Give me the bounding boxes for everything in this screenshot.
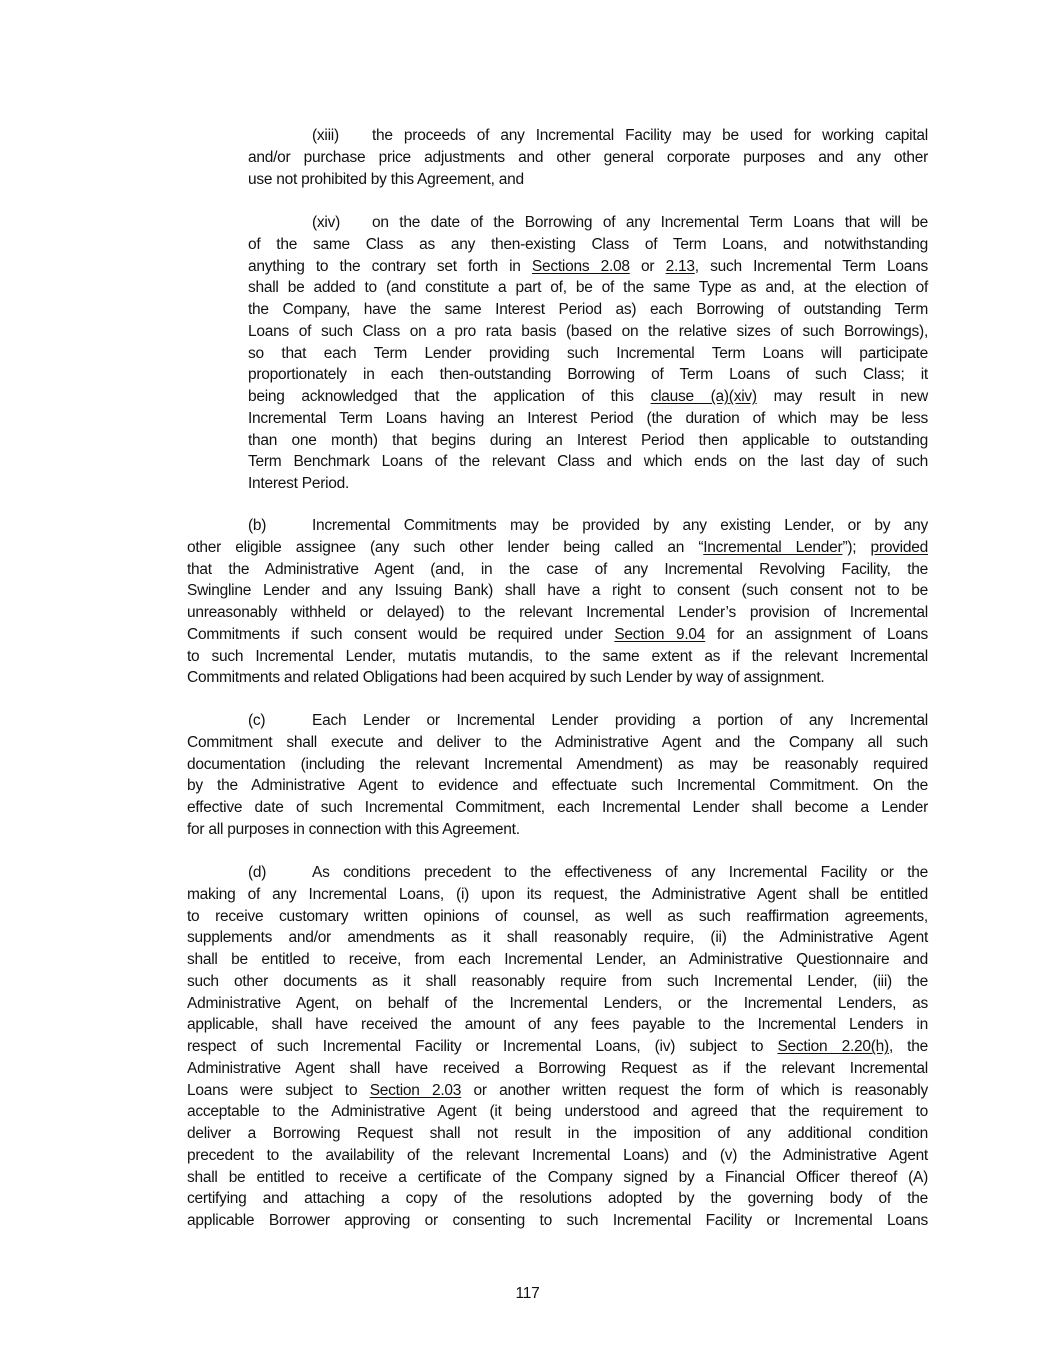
text-line [187,559,928,581]
text-run: documentation (including the relevant Incremental Amendment) as may be reasonably required [187,755,928,773]
text-line [248,473,928,495]
text-run: proportionately in each then-outstanding Borrowing of Term Loans of such Class; it [248,366,928,384]
text-line [248,408,928,430]
text-run: anything to the contrary set forth in [248,257,532,275]
text-run: for all purposes in connection with this Agreement. [187,820,520,838]
text-line [187,1145,928,1167]
text-line [248,147,928,169]
cross-reference: Section 2.03 [369,1081,462,1099]
paragraph [187,710,928,841]
text-run: As conditions precedent to the effectiveness of any Incremental Facility or the [312,864,928,881]
text-run: Loans were subject to [187,1081,370,1099]
text-line [187,1210,928,1232]
text-line [187,1080,928,1102]
text-run: other eligible assignee (any such other lender being called an “ [187,538,704,556]
text-line [187,602,928,624]
text-run: and/or purchase price adjustments and other general corporate purposes and any other [248,148,928,166]
paragraph-label: (xiv) [312,214,341,231]
cross-reference: clause (a)(xiv) [650,388,757,405]
paragraph-label: (d) [248,864,267,881]
text-run: precedent to the availability of the relevant Incremental Loans) and (v) the Administrative Agent [187,1146,928,1164]
text-run: Swingline Lender and any Issuing Bank) shall have a right to consent (such consent not to be [187,582,928,600]
text-run: unreasonably withheld or delayed) to the relevant Incremental Lender’s provision of Incremental [187,604,928,621]
text-run: or [629,257,666,275]
paragraph [248,125,928,190]
text-run: respect of such Incremental Facility or Incremental Loans, (iv) subject to [187,1038,778,1055]
paragraph-label: (c) [248,712,266,729]
text-run: the Company, have the same Interest Period as) each Borrowing of outstanding Term [248,301,928,318]
text-line [187,1101,928,1123]
text-line [248,169,928,191]
paragraph-label: (xiii) [312,127,339,144]
text-line [187,1188,928,1210]
text-line [248,364,928,386]
text-run: supplements and/or amendments as it shall reasonably require, (ii) the Administrative Agent [187,929,928,947]
text-run: effective date of such Incremental Commitment, each Incremental Lender shall become a Lender [187,799,928,816]
cross-reference: provided [870,538,928,556]
text-line [187,515,928,537]
text-line [187,580,928,602]
text-line [187,537,928,559]
text-line [248,299,928,321]
text-run: Commitment shall execute and deliver to the Administrative Agent and the Company all such [187,733,928,751]
cross-reference: Section 2.20(h) [777,1038,889,1055]
text-run: certifying and attaching a copy of the resolutions adopted by the governing body of the [187,1190,928,1208]
text-line [248,256,928,278]
text-line [187,797,928,819]
text-run: the proceeds of any Incremental Facility may be used for working capital [372,127,928,144]
text-run: acceptable to the Administrative Agent (it being understood and agreed that the requirement to [187,1103,928,1121]
text-line [187,1058,928,1080]
text-line [187,667,928,689]
text-run: making of any Incremental Loans, (i) upon its request, the Administrative Agent shall be entitled [187,885,928,903]
text-line [248,277,928,299]
text-line [187,710,928,732]
text-line [187,646,928,668]
text-run: shall be entitled to receive a certificate of the Company signed by a Financial Officer thereof (A) [187,1168,928,1186]
text-line [187,775,928,797]
page-number: 117 [515,1285,540,1302]
text-line [187,1014,928,1036]
text-run: shall be added to (and constitute a part of, be of the same Type as and, at the election of [248,279,928,297]
cross-reference: Sections 2.08 [531,257,630,275]
text-run: Each Lender or Incremental Lender providing a portion of any Incremental [312,712,928,729]
text-run: to receive customary written opinions of counsel, as well as such reaffirmation agreements, [187,907,928,925]
cross-reference: Incremental Lender [703,538,843,556]
text-run: may result in new [756,388,928,405]
text-run: on the date of the Borrowing of any Incremental Term Loans that will be [372,214,928,231]
text-run: Administrative Agent, on behalf of the Incremental Lenders, or the Incremental Lenders, as [187,994,928,1012]
text-run: of the same Class as any then-existing Class of Term Loans, and notwithstanding [248,235,928,253]
text-run: by the Administrative Agent to evidence and effectuate such Incremental Commitment. On the [187,777,928,795]
text-run: such other documents as it shall reasonably require from such Incremental Lender, (iii) the [187,972,928,990]
text-run: so that each Term Lender providing such Incremental Term Loans will participate [248,344,928,362]
paragraph-label: (b) [248,517,267,534]
text-line [248,451,928,473]
text-line [248,386,928,408]
text-line [248,212,928,234]
text-run: Incremental Commitments may be provided by any existing Lender, or by any [312,517,928,534]
text-run: to such Incremental Lender, mutatis mutandis, to the same extent as if the relevant Incremental [187,647,928,665]
text-line [248,234,928,256]
text-line [187,906,928,928]
text-line [248,321,928,343]
text-run: Administrative Agent shall have received a Borrowing Request as if the relevant Incremental [187,1059,928,1077]
text-run: Loans of such Class on a pro rata basis (based on the relative sizes of such Borrowings), [248,322,928,340]
text-run: , the [888,1038,928,1055]
text-run: than one month) that begins during an Interest Period then applicable to outstanding [248,431,928,449]
paragraph [187,862,928,1232]
text-run: Incremental Term Loans having an Interest Period (the duration of which may be less [248,409,928,427]
text-run: being acknowledged that the application of this [248,388,651,405]
text-line [187,1123,928,1145]
text-run: use not prohibited by this Agreement, and [248,170,524,188]
text-run: or another written request the form of which is reasonably [461,1081,928,1099]
text-run: applicable Borrower approving or consenting to such Incremental Facility or Incremental Loans [187,1212,928,1229]
text-run: , such Incremental Term Loans [694,257,928,275]
text-run: ”); [842,538,871,556]
cross-reference: Section 9.04 [614,625,706,643]
text-run: shall be entitled to receive, from each Incremental Lender, an Administrative Questionnaire and [187,951,928,968]
text-line [248,125,928,147]
text-line [187,949,928,971]
text-line [248,343,928,365]
cross-reference: 2.13 [665,257,695,275]
text-line [187,819,928,841]
text-run: that the Administrative Agent (and, in the case of any Incremental Revolving Facility, the [187,560,928,578]
paragraph [187,515,928,689]
text-line [187,1036,928,1058]
text-line [187,862,928,884]
text-line [187,732,928,754]
text-line [187,624,928,646]
text-run: Commitments if such consent would be required under [187,625,615,643]
text-line [248,430,928,452]
text-run: deliver a Borrowing Request shall not result in the imposition of any additional condition [187,1125,928,1142]
text-line [187,971,928,993]
text-run: Term Benchmark Loans of the relevant Class and which ends on the last day of such [248,453,928,471]
text-line [187,927,928,949]
text-line [187,1167,928,1189]
text-line [187,993,928,1015]
text-run: Interest Period. [248,475,350,492]
text-line [187,754,928,776]
text-run: applicable, shall have received the amount of any fees payable to the Incremental Lenders in [187,1016,928,1034]
text-run: Commitments and related Obligations had been acquired by such Lender by way of assignment. [187,669,825,687]
text-line [187,884,928,906]
text-run: for an assignment of Loans [705,625,928,643]
paragraph [248,212,928,495]
